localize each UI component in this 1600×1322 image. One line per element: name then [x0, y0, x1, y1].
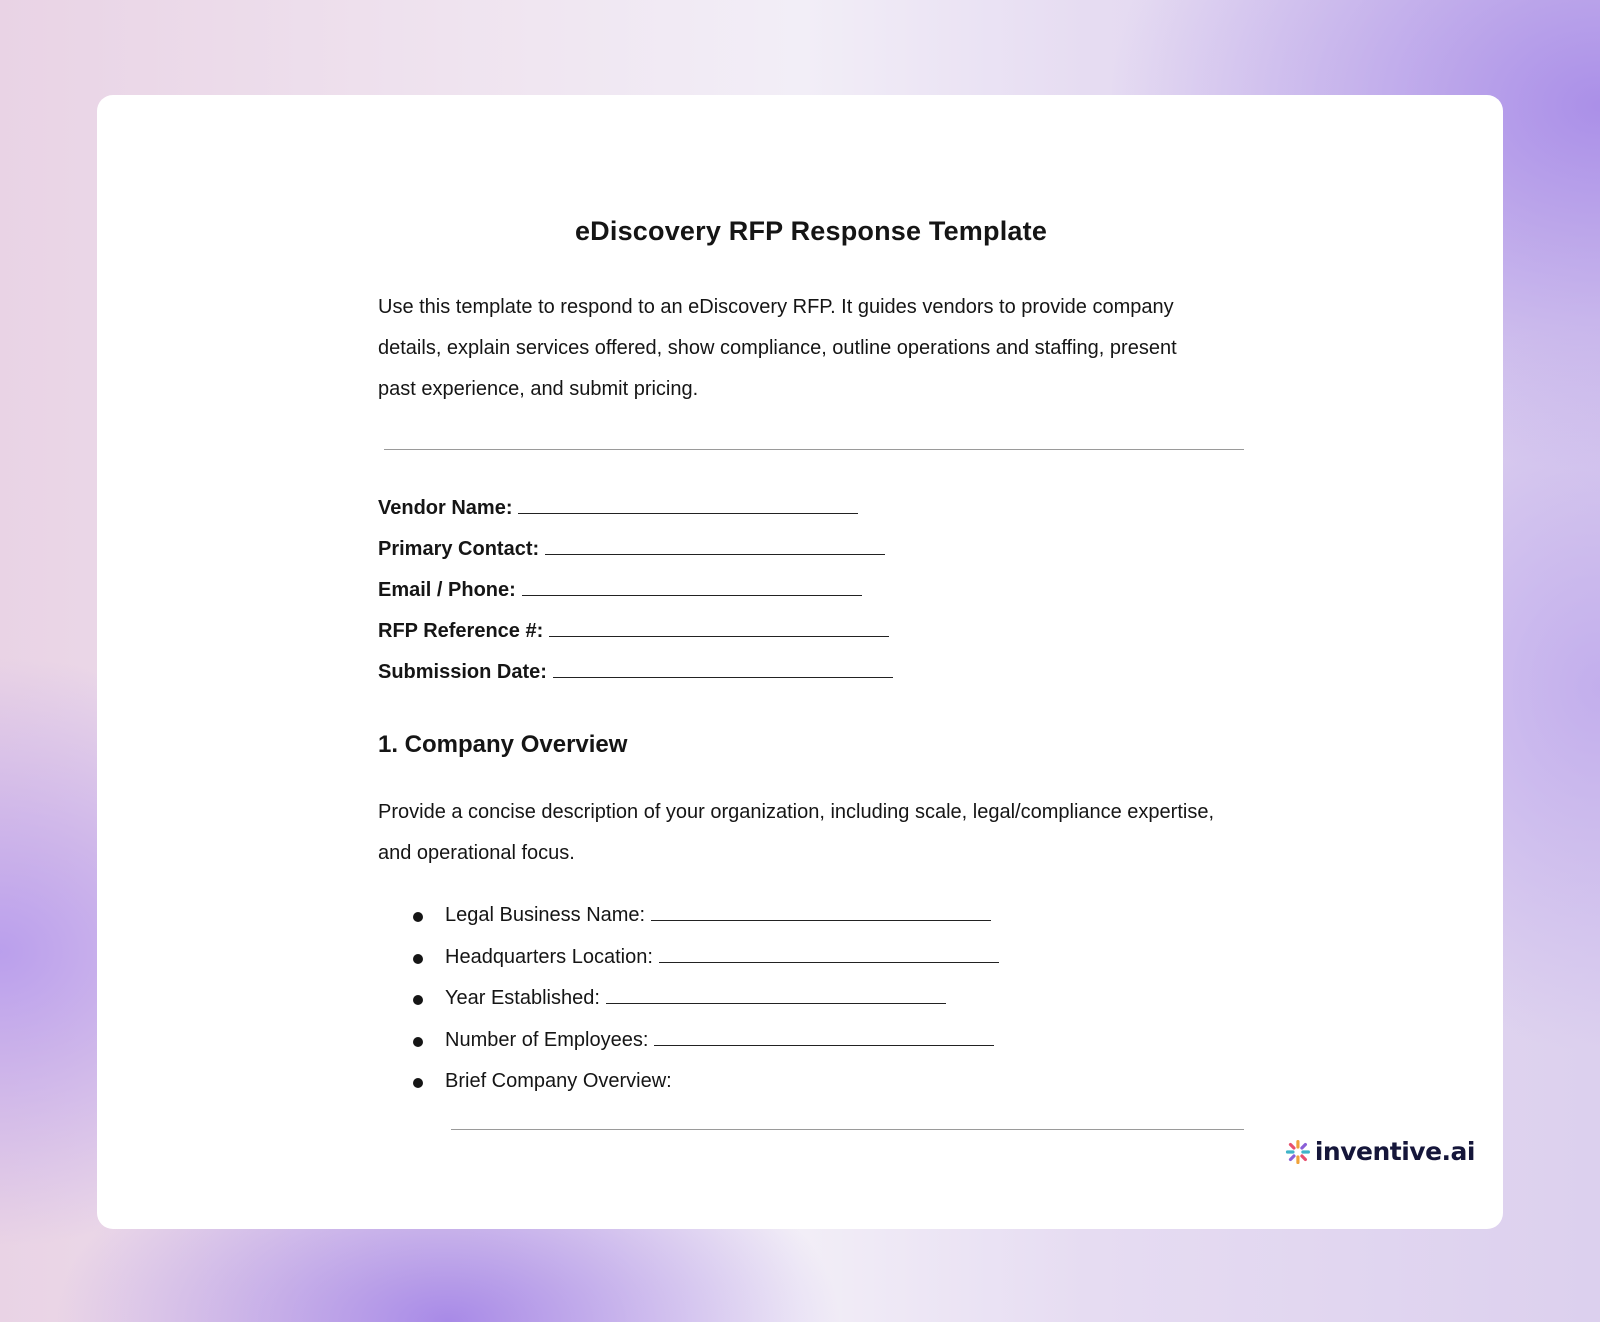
bullet-icon: [413, 912, 423, 922]
field-rfp-reference: [378, 611, 1078, 652]
field-label: Email / Phone:: [378, 579, 516, 601]
legal-business-name-blank[interactable]: [651, 906, 991, 921]
rfp-reference-blank[interactable]: [549, 622, 889, 637]
email-phone-blank[interactable]: [522, 581, 862, 596]
brand-logo: [1285, 1132, 1475, 1172]
field-label: Submission Date:: [378, 661, 547, 683]
brand-name: inventive.ai: [1314, 1137, 1475, 1166]
list-item: [378, 1061, 1244, 1103]
company-overview-blank[interactable]: [451, 1129, 1244, 1130]
item-label: Legal Business Name:: [445, 904, 646, 926]
number-of-employees-blank[interactable]: [654, 1031, 994, 1046]
item-label: Year Established:: [445, 987, 600, 1009]
section-description: Provide a concise description of your organization, including scale, legal/compliance expertise, and operational focus.: [378, 801, 1215, 864]
spark-logo-icon: [1285, 1139, 1311, 1165]
field-email-phone: [378, 570, 1078, 611]
intro-paragraph: Use this template to respond to an eDiscovery RFP. It guides vendors to provide company details, explain services offered, show compliance, outline operations and staffing, present past experience, and submit pricing.: [378, 296, 1177, 400]
list-item: [378, 895, 1244, 937]
item-label: Brief Company Overview:: [445, 1070, 672, 1092]
document-card: [97, 95, 1503, 1229]
vendor-name-blank[interactable]: [518, 499, 858, 514]
field-label: Vendor Name:: [378, 497, 513, 519]
divider-top: [384, 449, 1244, 450]
document-title: eDiscovery RFP Response Template: [574, 216, 1048, 246]
list-item: [378, 1020, 1244, 1062]
item-label: Headquarters Location:: [445, 945, 653, 968]
vendor-fields: [378, 488, 1078, 693]
bullet-icon: [413, 1037, 423, 1047]
bullet-icon: [413, 954, 423, 964]
list-item: [378, 978, 1244, 1020]
bullet-icon: [413, 995, 423, 1005]
submission-date-blank[interactable]: [553, 663, 893, 678]
field-label: Primary Contact:: [378, 538, 540, 560]
item-label: Number of Employees:: [445, 1028, 649, 1051]
section-heading: 1. Company Overview: [378, 731, 628, 758]
field-primary-contact: [378, 529, 1078, 570]
bullet-icon: [413, 1078, 423, 1088]
field-submission-date: [378, 652, 1078, 693]
list-item: [378, 937, 1244, 979]
field-vendor-name: [378, 488, 1078, 529]
field-label: RFP Reference #:: [378, 620, 544, 642]
headquarters-location-blank[interactable]: [659, 948, 999, 963]
overview-list: [378, 895, 1244, 1103]
primary-contact-blank[interactable]: [545, 540, 885, 555]
year-established-blank[interactable]: [606, 989, 946, 1004]
